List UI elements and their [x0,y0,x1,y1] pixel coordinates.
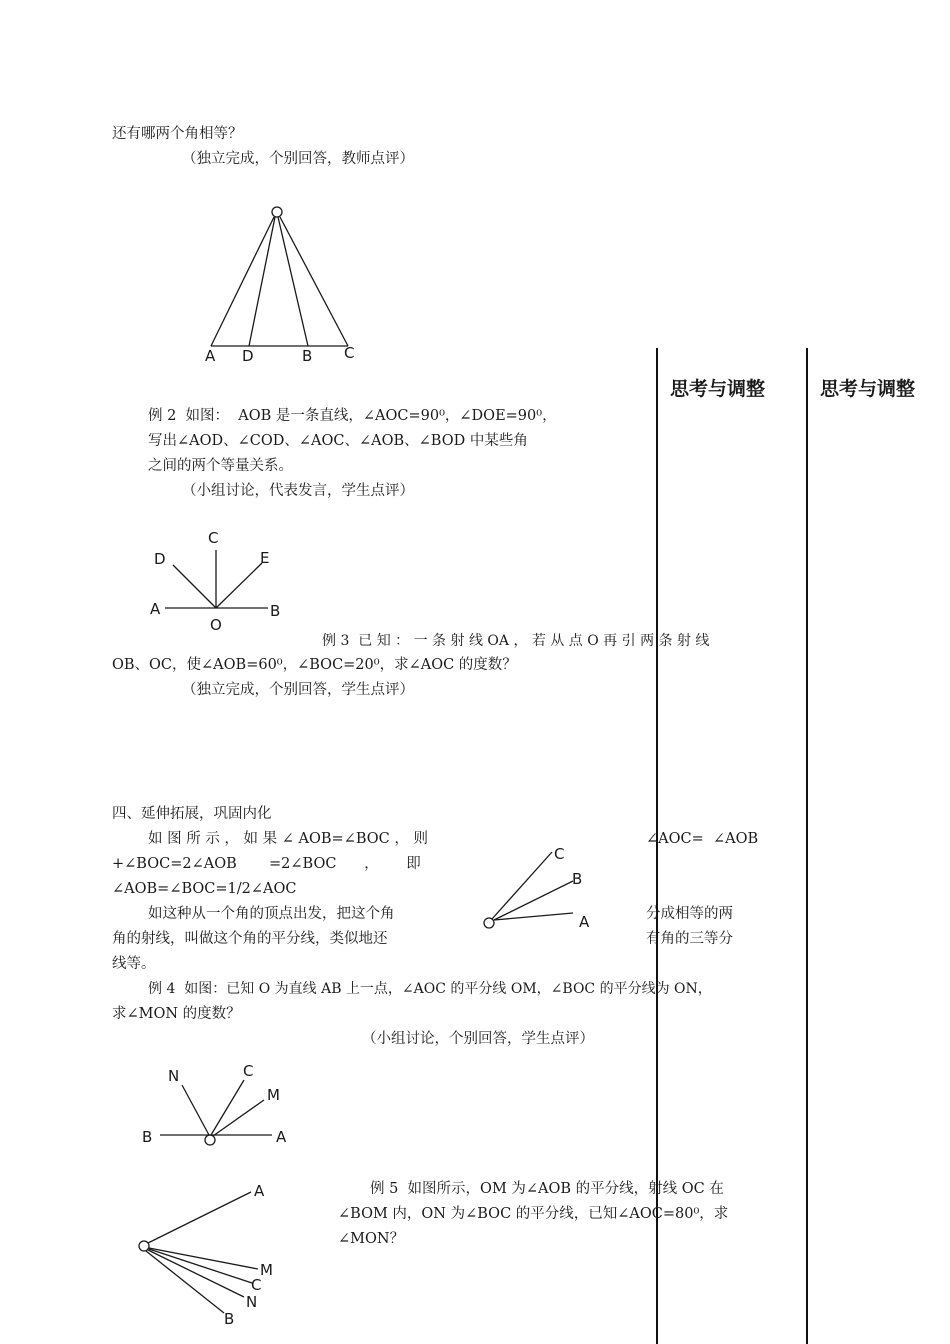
section-4-title: 四、延伸拓展，巩固内化 [112,806,272,822]
section-4-line-5a: 角的射线，叫做这个角的平分线，类似地还 [112,931,388,947]
fig4-label-c: C [243,1062,254,1080]
section-4-line-6: 线等。 [112,956,156,972]
fig4-label-a: A [276,1128,287,1146]
fig5-label-a: A [254,1182,265,1200]
example-4-line-1: 例 4 如图：已知 O 为直线 AB 上一点，∠AOC 的平分线 OM，∠BOC 的平分线为 ON， [148,981,712,997]
example-3-line-2: OB、OC，使∠AOB=60⁰，∠BOC=20⁰，求∠AOC 的度数？ [112,657,517,673]
example-5-line-2: ∠BOM 内，ON 为∠BOC 的平分线，已知∠AOC=80⁰，求 [338,1206,729,1222]
section-4-line-1b: ∠AOC= ∠AOB [646,831,759,847]
fig3-label-a: A [579,913,590,931]
fig1-label-c: C [344,344,355,362]
activity-note-2: （小组讨论，代表发言，学生点评） [182,483,414,499]
example-2-line-3: 之间的两个等量关系。 [148,458,293,474]
fig1-label-b: B [302,347,313,365]
fig5-vertex-o [139,1241,149,1251]
fig2-label-c: C [208,529,219,547]
fig1-label-a: A [205,347,216,365]
fig5-label-m: M [260,1261,273,1279]
section-4-line-1a: 如 图 所 示 ， 如 果 ∠ AOB=∠BOC ， 则 [148,831,428,847]
section-4-line-3: ∠AOB=∠BOC=1/2∠AOC [112,881,297,897]
question-intro: 还有哪两个角相等？ [112,126,243,142]
fig2-label-a: A [150,600,161,618]
example-5-line-3: ∠MON？ [338,1231,405,1247]
activity-note-4: （小组讨论，个别回答，学生点评） [362,1031,594,1047]
fig4-label-n: N [168,1067,180,1085]
example-4-line-2: 求∠MON 的度数？ [112,1006,241,1022]
section-4-line-5b: 有角的三等分 [646,931,733,947]
column-title-reflect-2: 思考与调整 [820,378,916,400]
fig3-label-c: C [554,845,565,863]
section-4-line-2: +∠BOC=2∠AOB =2∠BOC ， 即 [112,856,421,872]
section-4-line-4a: 如这种从一个角的顶点出发，把这个角 [148,906,395,922]
activity-note-1: （独立完成，个别回答，教师点评） [182,151,414,167]
fig4-label-b: B [142,1128,153,1146]
example-5-line-1: 例 5 如图所示，OM 为∠AOB 的平分线，射线 OC 在 [370,1181,724,1197]
fig2-label-o: O [210,616,222,634]
fig2-label-b: B [270,602,281,620]
fig2-label-e: E [260,549,270,567]
section-4-line-4b: 分成相等的两 [646,906,733,922]
fig1-label-d: D [242,347,254,365]
fig5-label-c: C [251,1276,262,1294]
fig5-label-b: B [224,1310,235,1328]
fig5-ray-oa [148,1192,251,1243]
column-title-reflect-1: 思考与调整 [670,378,766,400]
activity-note-3: （独立完成，个别回答，学生点评） [182,682,414,698]
fig2-label-d: D [154,550,166,568]
fig4-label-m: M [267,1086,280,1104]
fig5-label-n: N [246,1293,258,1311]
example-3-line-1: 例 3 已 知 ： 一 条 射 线 OA ， 若 从 点 O 再 引 两 条 射 线 [322,633,710,649]
fig3-label-b: B [572,870,583,888]
example-2-line-1: 例 2 如图： AOB 是一条直线，∠AOC=90⁰，∠DOE=90⁰， [148,408,557,424]
example-2-line-2: 写出∠AOD、∠COD、∠AOC、∠AOB、∠BOD 中某些角 [148,433,528,449]
